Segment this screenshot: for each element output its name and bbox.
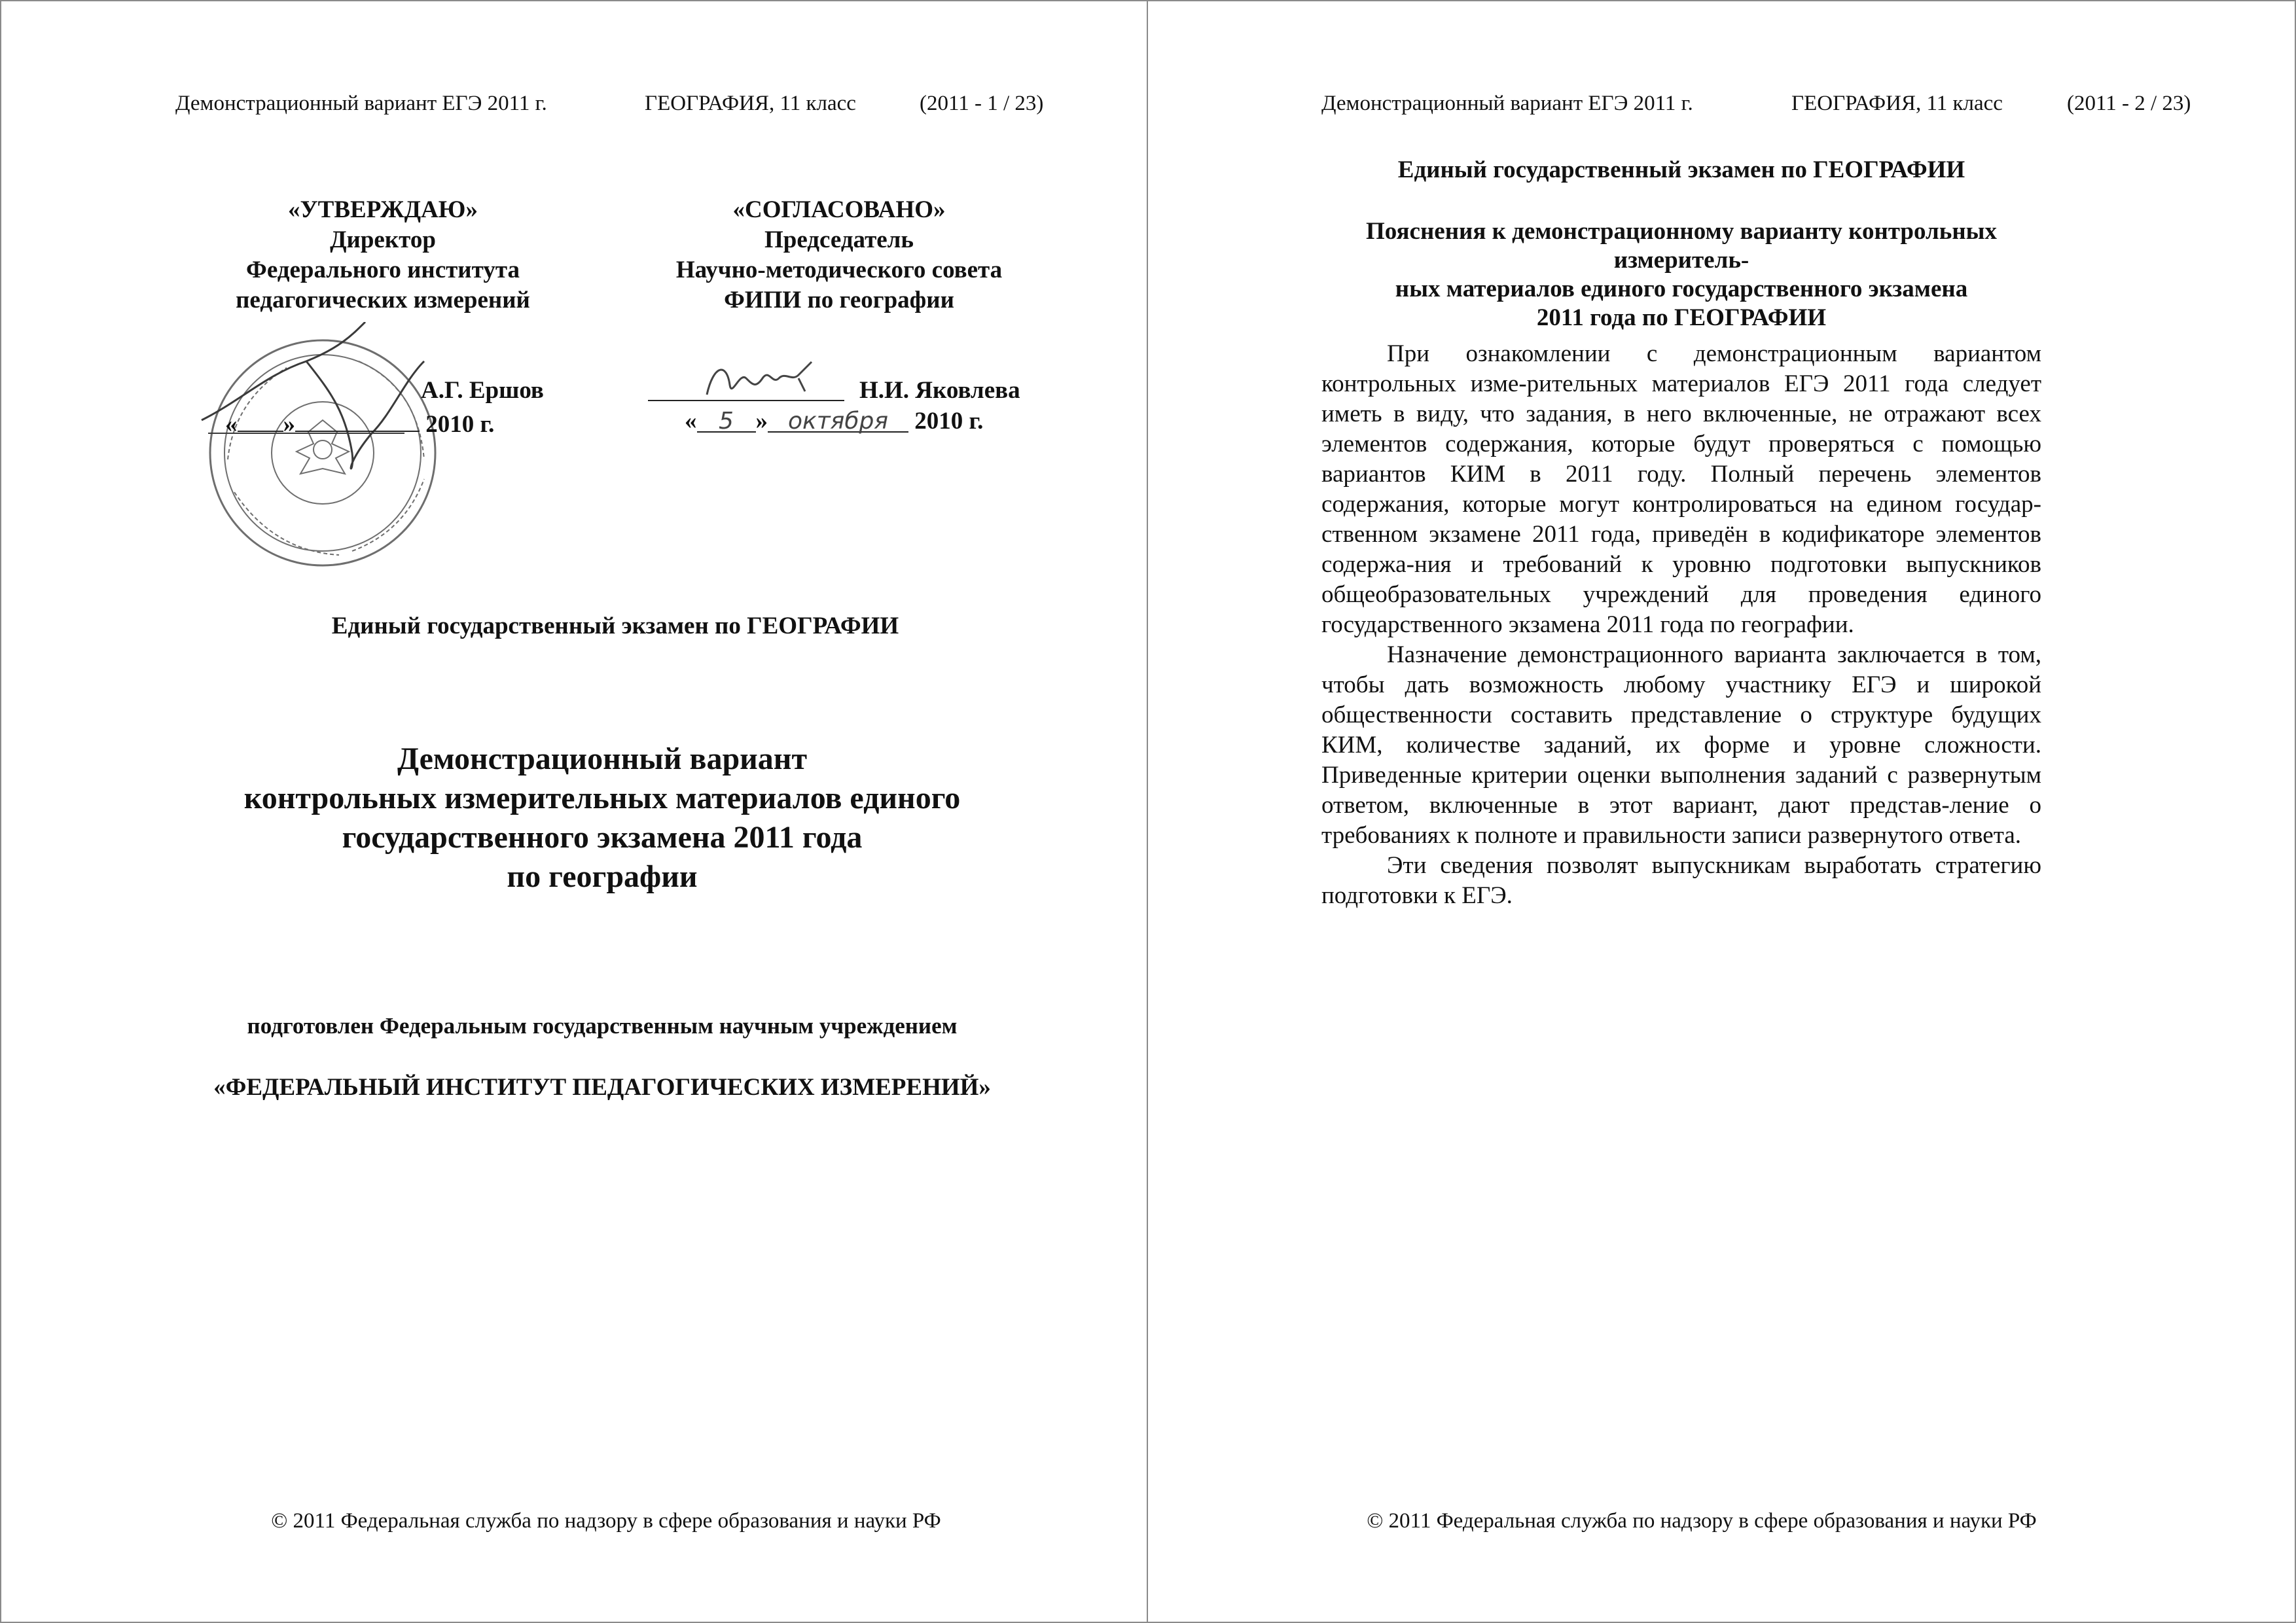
prepared-by: подготовлен Федеральным государственным научным учреждением	[247, 1013, 958, 1039]
agreed-signature-line	[648, 376, 844, 408]
approve-block	[226, 195, 540, 315]
header-page-number: (2011 - 1 / 23)	[920, 92, 1044, 115]
agreed-month: октября	[768, 408, 908, 433]
agreed-block	[656, 195, 1022, 315]
right-footer: © 2011 Федеральная служба по надзору в сфере образования и науки РФ	[1367, 1509, 2037, 1533]
header-page-number: (2011 - 2 / 23)	[2067, 92, 2191, 115]
doc-title-line1: Демонстрационный вариант	[397, 741, 808, 776]
paragraph-3: Эти сведения позволят выпускникам выработать стратегию подготовки к ЕГЭ.	[1321, 852, 2041, 909]
approve-date-close: »	[283, 411, 295, 438]
agreed-year: 2010 г.	[914, 408, 984, 435]
agreed-title: «СОГЛАСОВАНО»	[732, 196, 946, 223]
agreed-date-close: »	[755, 408, 768, 435]
doc-title-line4: по географии	[507, 859, 698, 894]
exam-line: Единый государственный экзамен по ГЕОГРАФИИ	[331, 613, 899, 639]
agreed-line3: ФИПИ по географии	[724, 287, 954, 313]
agreed-line2: Научно-методического совета	[675, 257, 1003, 283]
approve-year: 2010 г.	[425, 411, 495, 438]
header-subject: ГЕОГРАФИЯ, 11 класс	[645, 92, 856, 115]
left-footer: © 2011 Федеральная служба по надзору в сфере образования и науки РФ	[271, 1509, 941, 1533]
explain-title-line3: 2011 года по ГЕОГРАФИИ	[1536, 304, 1827, 331]
paragraph-2: Назначение демонстрационного варианта заключается в том, чтобы дать возможность любому участнику ЕГЭ и широкой общественности составить представление о структуре будущих КИМ, количестве заданий, их форме и уровне сложности. Приведенные критерии оценки выполнения заданий с развернутым ответом, включенные в этот вариант, дают представ-ление о требованиях к полноте и правильности записи развернутого ответа.	[1321, 641, 2041, 849]
agreed-day: 5	[697, 408, 756, 433]
header-variant: Демонстрационный вариант ЕГЭ 2011 г.	[1321, 92, 1693, 115]
exam-line: Единый государственный экзамен по ГЕОГРАФИИ	[1397, 156, 1965, 183]
paragraph-1: При ознакомлении с демонстрационным вариантом контрольных изме-рительных материалов ЕГЭ 2011 года следует иметь в виду, что задания, в него включенные, не отражают всех элементов содержания, которые будут проверяться с помощью вариантов КИМ в 2011 году. Полный перечень элементов содержания, которые могут контролироваться на едином государ-ственном экзамене 2011 года, приведён в кодификаторе элементов содержа-ния и требований к уровню подготовки выпускников общеобразовательных учреждений для проведения единого государственного экзамена 2011 года по географии.	[1321, 340, 2041, 638]
institute-name: «ФЕДЕРАЛЬНЫЙ ИНСТИТУТ ПЕДАГОГИЧЕСКИХ ИЗМЕРЕНИЙ»	[213, 1074, 991, 1101]
right-page	[1148, 0, 2295, 1623]
approve-line1: Директор	[330, 226, 436, 253]
left-page	[0, 0, 1147, 1623]
explain-title-line2: ных материалов единого государственного экзамена	[1395, 276, 1968, 302]
approve-title: «УТВЕРЖДАЮ»	[288, 196, 478, 223]
explain-body	[1321, 339, 2041, 911]
approve-line2: Федерального института	[246, 257, 520, 283]
approve-line3: педагогических измерений	[236, 287, 530, 313]
agreed-date-open: «	[685, 408, 697, 435]
approve-date	[225, 407, 494, 438]
official-stamp-icon	[188, 322, 463, 571]
approve-day-line	[238, 407, 283, 432]
doc-title-line2: контрольных измерительных материалов единого	[243, 781, 961, 815]
approve-month-line	[295, 407, 420, 432]
doc-title	[0, 740, 1204, 897]
explain-title	[1308, 217, 2054, 332]
approve-date-open: «	[225, 411, 238, 438]
agreed-signer: Н.И. Яковлева	[859, 377, 1020, 404]
header-subject: ГЕОГРАФИЯ, 11 класс	[1791, 92, 2003, 115]
agreed-line1: Председатель	[764, 226, 914, 253]
agreed-date	[685, 407, 983, 435]
approve-signer: А.Г. Ершов	[421, 377, 544, 404]
doc-title-line3: государственного экзамена 2011 года	[342, 820, 863, 855]
header-variant: Демонстрационный вариант ЕГЭ 2011 г.	[175, 92, 547, 115]
explain-title-line1: Пояснения к демонстрационному варианту контрольных измеритель-	[1365, 218, 1998, 274]
